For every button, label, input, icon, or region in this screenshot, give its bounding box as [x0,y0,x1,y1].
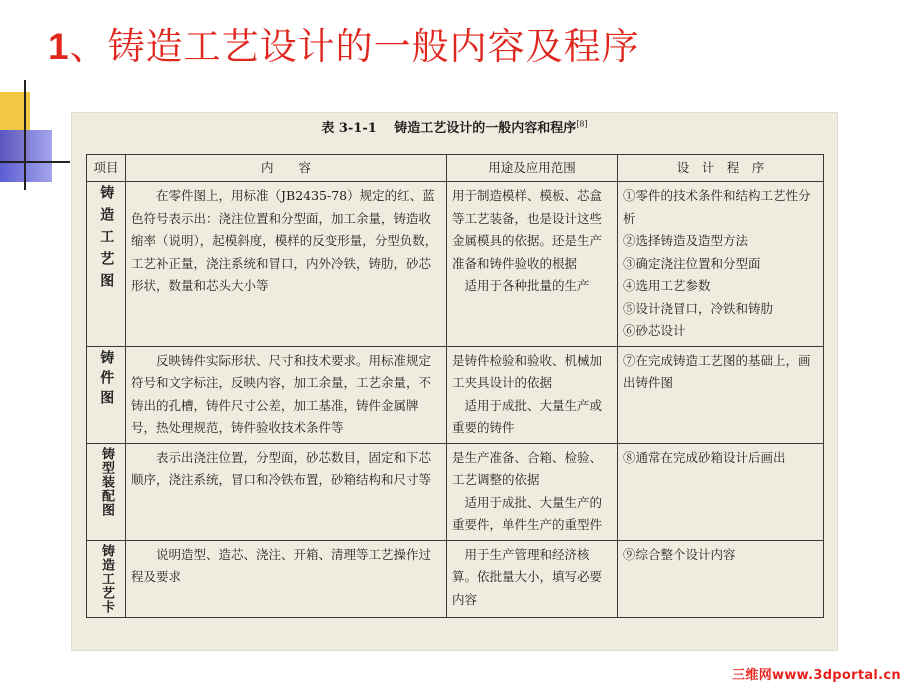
item-label: 铸件图 [98,349,115,410]
step: ⑧通常在完成砂箱设计后画出 [623,449,786,465]
row-use [447,182,618,347]
decorative-horizontal-line [0,161,70,163]
use-main: 是生产准备、合箱、检验、工艺调整的依据 [452,449,603,487]
step: ②选择铸造及造型方法 [623,233,749,248]
row-steps [618,182,824,347]
use-range: 适用于成批、大量生产的重要件，单件生产的重型件 [452,494,603,532]
table-row [87,443,824,540]
use-range: 适用于成批、大量生产或重要的铸件 [452,397,603,435]
row-item [87,443,126,540]
table-header-row [87,155,824,182]
row-use [447,443,618,540]
item-label: 铸型装配图 [99,446,114,517]
row-content: 反映铸件实际形状、尺寸和技术要求。用标准规定符号和文字标注，反映内容，加工余量，工艺余量，不铸出的孔槽，铸件尺寸公差，加工基准，铸件金属牌号，热处理规范，铸件验收技术条件等 [126,346,447,443]
step: ⑤设计浇冒口，冷铁和铸肋 [623,300,774,316]
use-main: 是铸件检验和验收、机械加工夹具设计的依据 [452,352,603,390]
process-table [86,154,824,618]
table-row [87,540,824,617]
use-main: 用于制造模样、模板、芯盒等工艺装备，也是设计这些金属模具的依据。还是生产准备和铸件验收的根据 [452,188,603,271]
row-use [447,540,618,617]
row-steps [618,443,824,540]
step: ①零件的技术条件和结构工艺性分析 [623,188,811,226]
row-steps [618,346,824,443]
use-main: 用于生产管理和经济核算。依批量大小，填写必要内容 [452,546,603,607]
caption-text: 表 3-1-1 铸造工艺设计的一般内容和程序 [321,121,577,136]
header-use: 用途及应用范围 [447,155,618,182]
header-item: 项目 [87,155,126,182]
row-content: 在零件图上，用标准（JB2435-78）规定的红、蓝色符号表示出：浇注位置和分型面，加工余量，铸造收缩率（说明），起模斜度，模样的反变形量，分型负数，工艺补正量，浇注系统和冒口，内外冷铁，铸肋，砂芯形状，数量和芯头大小等 [126,182,447,347]
table-row [87,346,824,443]
caption-reference: [8] [576,119,588,129]
step: ③确定浇注位置和分型面 [623,255,761,271]
scanned-table-image [72,113,837,650]
site-watermark: 三维网www.3dportal.cn [732,668,901,683]
title-number: 1 [48,26,70,67]
step: ⑦在完成铸造工艺图的基础上，画出铸件图 [623,352,811,390]
step: ⑨综合整个设计内容 [623,546,736,562]
row-item [87,346,126,443]
row-item [87,540,126,617]
use-range: 适用于各种批量的生产 [464,278,590,293]
row-item [87,182,126,347]
title-text: 、铸造工艺设计的一般内容及程序 [69,25,640,68]
decorative-blue-block [0,130,52,182]
table-row [87,182,824,347]
row-steps [618,540,824,617]
step: ④选用工艺参数 [623,278,711,293]
row-content: 说明造型、造芯、浇注、开箱、清理等工艺操作过程及要求 [126,540,447,617]
header-content: 内 容 [126,155,447,182]
header-steps: 设 计 程 序 [618,155,824,182]
slide-title [48,16,640,70]
item-label: 铸造工艺图 [98,185,115,295]
row-use [447,346,618,443]
decorative-vertical-line [24,80,26,190]
table-caption [72,117,837,136]
item-label: 铸造工艺卡 [99,543,114,614]
step: ⑥砂芯设计 [623,323,686,338]
row-content: 表示出浇注位置，分型面，砂芯数目，固定和下芯顺序，浇注系统，冒口和冷铁布置，砂箱结构和尺寸等 [126,443,447,540]
